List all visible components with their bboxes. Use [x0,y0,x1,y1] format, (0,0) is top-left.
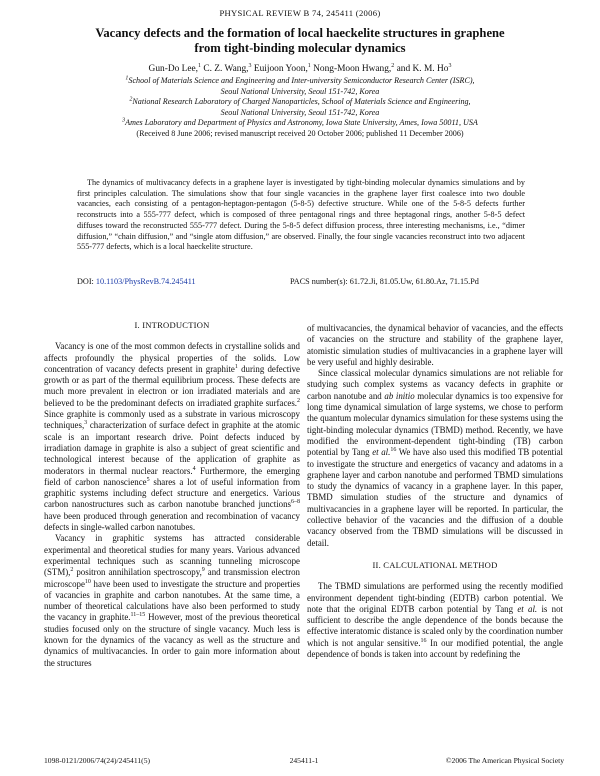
affiliation-2 [40,97,560,108]
affiliation-1-line2: Seoul National University, Seoul 151-742, Korea [220,86,380,96]
affiliation-3 [40,118,560,129]
affiliation-1 [40,76,560,87]
title-line-2: from tight-binding molecular dynamics [194,41,406,55]
ref-mark[interactable]: 2 [70,567,74,574]
ref-mark[interactable]: 9 [201,567,205,574]
affil-text: National Research Laboratory of Charged Nanoparticles, School of Materials Science and Engineering, [132,97,471,107]
author: and K. M. Ho [394,64,449,74]
author: C. Z. Wang, [201,64,249,74]
right-column [307,323,563,660]
affil-mark: 2 [129,96,133,103]
intro-paragraph-3: Since classical molecular dynamics simulations are not reliable for studying such complex systems as vacancy defects in graphite or carbon nanotube and ab initio molecular dynamics is too expensive for long time dynamical simulation of large systems, we chose to perform the quantum molecular dynamics simulation for these systems using the tight-binding molecular dynamics (TBMD) method. Recently, we have modified the environment-dependent tight-binding (TB) carbon potential by Tang et al.$^{16}$ We have also used this modified TB potential to investigate the structure and energetics of vacancy and adatoms in a graphene layer and carbon nanotube and performed TBMD simulations to study the dynamics of vacancy in a graphene layer. In this paper, TBMD simulation studies of the structure and dynamics of multivacancies in a graphene layer will be reported. In particular, the collective behavior of the vacancies and the diffusion of a double vacancy observed from the TBMD simulations will be discussed in detail. [307,368,564,548]
author-affil-mark: 1 [198,62,202,69]
page-number: 245411-1 [289,756,319,765]
ref-mark[interactable]: 4 [192,465,196,472]
author-affil-mark: 3 [448,62,452,69]
ref-mark[interactable]: 16 [420,637,427,644]
section-heading-method: II. CALCULATIONAL METHOD [372,559,498,570]
doi-pacs-row [77,277,525,286]
copyright: ©2006 The American Physical Society [445,756,564,765]
received-dates: (Received 8 June 2006; revised manuscript received 20 October 2006; published 11 December 2006) [136,128,464,138]
intro-paragraph-2-continued: of multivacancies, the dynamical behavior of vacancies, and the effects of vacancies on the structure and stability of the graphene layer, atomistic simulation studies of multivacancies in a graphene layer will be very useful and highly desirable. [307,323,563,367]
affil-mark: 3 [122,117,126,124]
ref-mark[interactable]: 11–15 [130,612,146,619]
affil-mark: 1 [125,75,129,82]
affiliations [40,76,560,140]
ref-mark[interactable]: 2 [297,397,300,404]
affil-text: School of Materials Science and Engineering and Inter-university Semiconductor Research Center (ISRC), [128,76,475,85]
article-title [70,26,530,56]
author: Gun-Do Lee, [148,64,199,74]
footer-code: 1098-0121/2006/74(24)/245411(5) [44,756,151,765]
author: Nong-Moon Hwang, [310,64,392,74]
ref-mark[interactable]: 1 [234,363,238,370]
affil-text: Ames Laboratory and Department of Physics and Astronomy, Iowa State University, Ames, Iowa 50011, USA [125,118,478,128]
section-heading-introduction: I. INTRODUCTION [134,320,210,330]
affiliation-2-line2: Seoul National University, Seoul 151-742, Korea [220,107,380,117]
author: Euijoon Yoon, [251,64,308,74]
method-paragraph-1: The TBMD simulations are performed using the recently modified environment dependent tight-binding (EDTB) carbon potential. We note that the original EDTB carbon potential by Tang et al. is not sufficient to describe the angle dependence of the bonds because the effective interatomic distance is scaled only by the coordination number which is not angular sensitive.$^{16}$ In our modified potential, the angle dependence of bonds is taken into account by redefining the [307,581,563,660]
ref-mark[interactable]: 6–8 [291,499,300,506]
author-affil-mark: 1 [307,62,311,69]
intro-paragraph-1: Vacancy is one of the most common defects in crystalline solids and affects profoundly the physical properties of the solids. Low concentration of vacancy defects present in graphite$^1$ during defective growth or as part of the thermal equilibrium process. These defects are much more prevalent in electron or ion irradiated materials and are believed to be the predominant defects on irradiated graphite surfaces.$^2$ Since graphite is commonly used as a substrate in various microscopy techniques,$^3$ characterization of surface defect in graphite at the atomic scale is an important research drive. Point defects induced by irradiation damage in graphite is also a subject of great scientific and technological interest because of the application of graphite as moderators in thermal nuclear reactors.$^4$ Furthermore, the emerging field of carbon nanoscience$^5$ shares a lot of useful information from graphitic systems including defect structure and energetics. Various carbon nanostructures such as carbon nanotube branched junctions$^{6-8}$ have been produced through generation and recombination of vacancy defects in single-walled carbon nanotubes. [44,341,300,533]
ref-mark[interactable]: 10 [84,578,91,585]
ref-mark[interactable]: 5 [146,476,150,483]
doi-link[interactable]: 10.1103/PhysRevB.74.245411 [95,277,196,286]
page-footer [44,756,564,765]
intro-paragraph-2: Vacancy in graphitic systems has attracted considerable experimental and theoretical studies for many years. Various advanced experimental techniques such as scanning tunneling microscope (STM),$^2$ positron annihilation spectroscopy,$^9$ and transmission electron microscope$^{10}$ have been used to investigate the structure and properties of vacancies in graphite and carbon nanotubes. At the same time, a number of theoretical calculations have also been performed to study the vacancy in graphite.$^{11-15}$ However, most of the previous theoretical studies focused only on the structure of single vacancy. Much less is known for the dynamics of the vacancy as well as the structure and dynamics of multivacancies. In order to gain more information about the structures [44,533,300,668]
doi-label: DOI: [77,277,94,286]
author-affil-mark: 2 [391,62,395,69]
left-column [44,320,300,669]
title-line-1: Vacancy defects and the formation of local haeckelite structures in graphene [95,26,505,40]
ref-mark[interactable]: 16 [390,447,397,454]
journal-header: PHYSICAL REVIEW B 74, 245411 (2006) [219,8,381,18]
author-list [40,63,560,75]
ref-mark[interactable]: 3 [84,420,88,427]
abstract: The dynamics of multivacancy defects in a graphene layer is investigated by tight-binding molecular dynamics simulations and by first principles calculation. The simulations show that four single vacancies in the graphene layer first coalesce into two double vacancies, each consisting of a pentagon-heptagon-pentagon (5-8-5) defective structure. While one of the 5-8-5 defects further reconstructs into a 555-777 defect, which is composed of three pentagonal rings and three heptagonal rings, another 5-8-5 defect diffuses toward the reconstructed 555-777 defect. During the 5-8-5 defect diffusion process, three interesting mechanisms, i.e., “dimer diffusion,” “chain diffusion,” and “single atom diffusion,” are observed. Finally, the four single vacancies reconstruct into two adjacent 555-777 defects, which is a local haeckelite structure. [77,178,525,252]
author-affil-mark: 3 [248,62,252,69]
pacs-numbers: PACS number(s): 61.72.Ji, 81.05.Uw, 61.80.Az, 71.15.Pd [290,277,479,286]
